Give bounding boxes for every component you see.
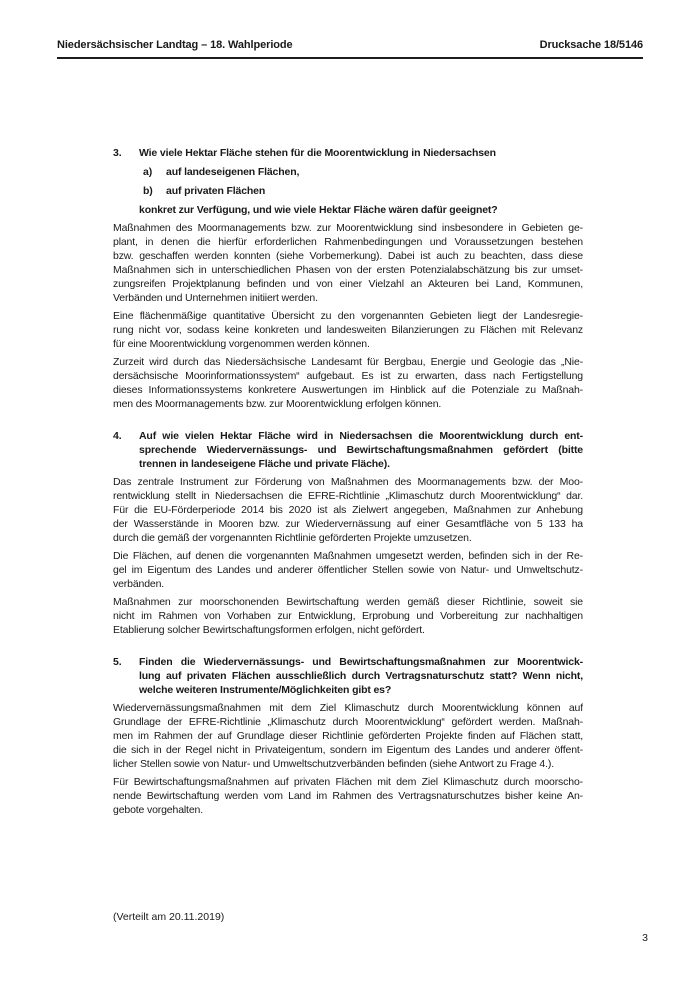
- text-line: Wiedervernässungsmaßnahmen mit dem Ziel Klimaschutz durch Moorentwicklung können auf: [113, 702, 583, 714]
- document-body: [113, 146, 583, 817]
- text-line: nicht im Rahmen von Vorhaben zur Entwicklung, Erprobung und Vorbereitung zur nachhaltigen: [113, 610, 583, 622]
- question-4-section: [113, 429, 583, 637]
- answer-paragraph: [113, 549, 583, 591]
- text-line: Für Bewirtschaftungsmaßnahmen auf privaten Flächen mit dem Ziel Klimaschutz durch moorscho-: [113, 776, 583, 788]
- text-line: Zurzeit wird durch das Niedersächsische Landesamt für Bergbau, Energie und Geologie das „Nie-: [113, 356, 583, 368]
- text-line: Etablierung solcher Bewirtschaftungsformen erfolgen, nicht gefördert.: [113, 624, 425, 636]
- text-line: für eine Moorentwicklung vorgenommen werden können.: [113, 338, 370, 350]
- question-4-answers: [113, 475, 583, 637]
- text-line: lung auf privaten Flächen ausschließlich durch Vertragsnaturschutz statt? Wenn nicht,: [139, 670, 583, 682]
- text-line: bzw. geschaffen werden konnten (siehe Vorbemerkung). Dabei ist auch zu beachten, dass diese: [113, 250, 583, 262]
- header-right-text: Drucksache 18/5146: [539, 39, 643, 51]
- text-line: Maßnahmen zur moorschonenden Bewirtschaftung werden gemäß dieser Richtlinie, soweit sie: [113, 596, 583, 608]
- text-line: durch die gemäß der vorgenannten Richtlinie geförderten Projekte umzusetzen.: [113, 532, 472, 544]
- subitem-text: auf privaten Flächen: [166, 185, 266, 197]
- page-header: [57, 39, 643, 51]
- question-number: 4.: [113, 430, 122, 442]
- text-line: Für die EU-Förderperiode 2014 bis 2020 ist als Zielwert angegeben, Maßnahmen zur Anhebung: [113, 504, 583, 516]
- page-number: 3: [642, 932, 648, 944]
- question-number: 3.: [113, 147, 122, 159]
- text-line: plant, in denen die hierfür erforderlichen Rahmenbedingungen und Voraussetzungen bestehen: [113, 236, 583, 248]
- text-line: Maßnahmen des Moormanagements bzw. zur Moorentwicklung sind insbesondere in Gebieten ge-: [113, 222, 583, 234]
- text-line: die sich in der Regel nicht in Privateigentum, sondern im Eigentum des Landes und anderer öffent-: [113, 744, 583, 756]
- subitem-label: a): [143, 166, 153, 178]
- question-3-subitem-a: [143, 165, 583, 179]
- text-line: Auf wie vielen Hektar Fläche wird in Niedersachsen die Moorentwicklung durch ent-: [139, 430, 583, 442]
- answer-paragraph: [113, 309, 583, 351]
- header-rule: [57, 57, 643, 59]
- question-3-answers: [113, 221, 583, 411]
- text-line: Finden die Wiedervernässungs- und Bewirtschaftungsmaßnahmen zur Moorentwick-: [139, 656, 583, 668]
- header-left-text: Niedersächsischer Landtag – 18. Wahlperiode: [57, 39, 293, 51]
- text-line: dersächsische Moorinformationssystem“ aufgebaut. Es ist zu erwarten, dass nach Fertigstellung: [113, 370, 583, 382]
- question-title: [139, 146, 583, 160]
- answer-paragraph: [113, 701, 583, 771]
- text-line: sprechende Wiedervernässungs- und Bewirtschaftungsmaßnahmen gefördert (bitte: [139, 444, 583, 456]
- text-line: rentwicklung stellt in Niedersachsen die EFRE-Richtlinie „Klimaschutz durch Moorentwicklung“ dar.: [113, 490, 583, 502]
- text-line: dieses Informationssystems konkretere Auswertungen im Hinblick auf die Potenziale zu Maßnah-: [113, 384, 583, 396]
- question-title: [139, 655, 583, 697]
- text-line: Wie viele Hektar Fläche stehen für die Moorentwicklung in Niedersachsen: [139, 147, 496, 159]
- answer-paragraph: [113, 221, 583, 305]
- text-line: Eine flächenmäßige quantitative Übersicht zu den vorgenannten Gebieten liegt der Landesregie-: [113, 310, 583, 322]
- text-line: gebote vorgehalten.: [113, 804, 203, 816]
- question-4-title-row: [113, 429, 583, 471]
- text-line: rung nicht vor, sodass keine konkreten und landesweiten Bilanzierungen zu Flächen mit Relevanz: [113, 324, 583, 336]
- text-line: Das zentrale Instrument zur Förderung von Maßnahmen des Moormanagements bzw. der Moo-: [113, 476, 583, 488]
- text-line: trennen in landeseigene Fläche und private Fläche).: [139, 458, 390, 470]
- question-title: [139, 429, 583, 471]
- answer-paragraph: [113, 475, 583, 545]
- text-line: men des Moormanagements bzw. zur Moorentwicklung erfolgen können.: [113, 398, 442, 410]
- text-line: nende Bewirtschaftung werden vom Land im Rahmen des Vertragsnaturschutzes bisher keine An-: [113, 790, 583, 802]
- question-3-section: [113, 146, 583, 411]
- question-3-title-row: [113, 146, 583, 160]
- question-3-subitem-b: [143, 184, 583, 198]
- question-5-section: [113, 655, 583, 817]
- answer-paragraph: [113, 775, 583, 817]
- text-line: verbänden.: [113, 578, 165, 590]
- answer-paragraph: [113, 355, 583, 411]
- text-line: Grundlage der EFRE-Richtlinie „Klimaschutz durch Moorentwicklung“ gefördert werden. Maßnah-: [113, 716, 583, 728]
- question-5-title-row: [113, 655, 583, 697]
- text-line: welche weiteren Instrumente/Möglichkeiten gibt es?: [139, 684, 392, 696]
- question-number: 5.: [113, 656, 122, 668]
- answer-paragraph: [113, 595, 583, 637]
- subitem-text: auf landeseigenen Flächen,: [166, 166, 300, 178]
- text-line: men im Rahmen der auf Grundlage dieser Richtlinie geförderten Projekte finden auf Flächen statt,: [113, 730, 583, 742]
- text-line: Maßnahmen sich in unterschiedlichen Phasen von der ersten Potenzialabschätzung bis zur umset-: [113, 264, 583, 276]
- text-line: gel im Eigentum des Landes und anderer öffentlicher Stellen sowie von Natur- und Umweltschutz-: [113, 564, 583, 576]
- text-line: zungsreifen Projektplanung befinden und von einer Vielzahl an Akteuren bei Land, Kommunen,: [113, 278, 583, 290]
- subitem-label: b): [143, 185, 153, 197]
- question-5-answers: [113, 701, 583, 817]
- footer-distribution-note: (Verteilt am 20.11.2019): [113, 911, 225, 923]
- text-line: Verbänden und Unternehmen initiiert werden.: [113, 292, 318, 304]
- question-3-continuation: konkret zur Verfügung, und wie viele Hektar Fläche wären dafür geeignet?: [139, 204, 498, 216]
- text-line: der Wasserstände in Mooren bzw. zur Wiedervernässung auf einer Gesamtfläche von 5 133 ha: [113, 518, 583, 530]
- text-line: licher Stellen sowie von Natur- und Umweltschutzverbänden befinden (siehe Antwort zu Frage 4.).: [113, 758, 554, 770]
- text-line: Die Flächen, auf denen die vorgenannten Maßnahmen umgesetzt werden, befinden sich in der Re-: [113, 550, 583, 562]
